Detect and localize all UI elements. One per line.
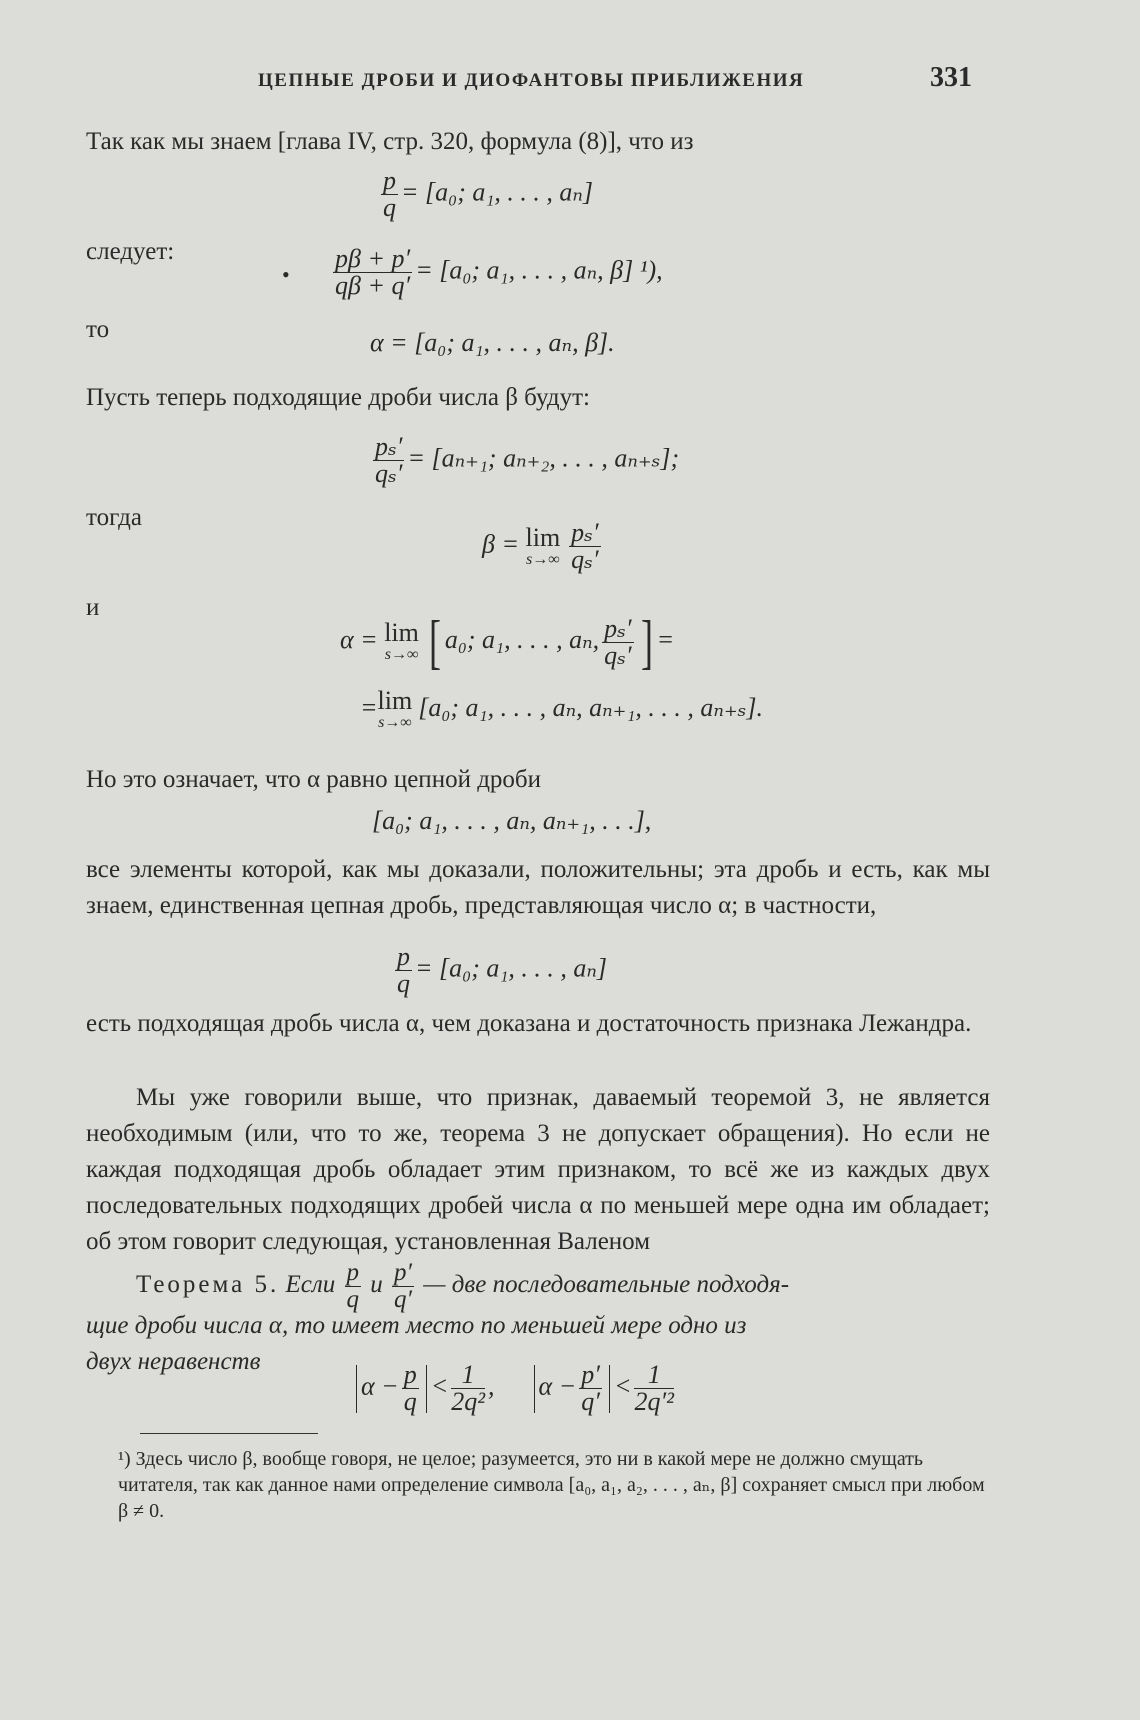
- limit-subscript: s→∞: [384, 646, 419, 663]
- paragraph-3: Мы уже говорили выше, что признак, даваемый теоремой 3, не является необходимым (или, что то же, теорема 3 не допускает обращения). Но если не каждая подходящая дробь обладает этим признаком, то всё же из каждых двух последовательных подходящих дробей числа α по меньшей мере одна им обладает; об этом говорит следующая, установленная Валеном: [86, 1084, 990, 1255]
- denominator: q: [403, 1387, 417, 1416]
- fraction: [333, 246, 412, 299]
- limit-subscript: s→∞: [526, 550, 560, 568]
- fraction: [381, 168, 398, 221]
- formula-rhs: = [aₙ₊₁; aₙ₊₂, . . . , aₙ₊ₛ];: [407, 443, 680, 473]
- numerator: p: [403, 1360, 417, 1389]
- footnote: ¹) Здесь число β, вообще говоря, не целое; разумеется, это ни в какой мере не должно смущать читателя, так как данное нами определение символа [a₀, a₁, a₂, . . . , aₙ, β] сохраняет смысл при любом β ≠ 0.: [118, 1448, 985, 1522]
- comma: ,: [488, 1371, 495, 1401]
- line-pust: Пусть теперь подходящие дроби числа β будут:: [86, 384, 590, 411]
- numerator: p′: [394, 1259, 413, 1286]
- theorem-line-3: двух неравенств: [86, 1348, 261, 1375]
- numerator: 1: [634, 1362, 673, 1389]
- formula-lhs: α =: [340, 624, 385, 654]
- less-sign: <: [613, 1371, 632, 1401]
- formula-pbeta: [330, 246, 663, 299]
- word-sleduet: следует:: [86, 238, 175, 265]
- paragraph-2: есть подходящая дробь числа α, чем доказана и достаточность признака Лежандра.: [86, 1010, 972, 1037]
- limit-word: lim: [525, 522, 561, 552]
- denominator: qₛ′: [375, 459, 403, 488]
- fraction: [373, 434, 404, 487]
- theorem-line-1: [86, 1260, 990, 1313]
- formula-continued-fraction: [a₀; a₁, . . . , aₙ, aₙ₊₁, . . .],: [372, 806, 652, 835]
- formula-p-over-q-2: [392, 944, 607, 997]
- fraction: [579, 1362, 602, 1415]
- fraction: [569, 520, 600, 573]
- fraction-p-q: [345, 1260, 362, 1313]
- alpha-minus: α −: [361, 1371, 399, 1401]
- numerator: pₛ′: [604, 613, 632, 643]
- denominator: q′: [581, 1387, 600, 1416]
- bracket-content: a₀; a₁, . . . , aₙ,: [444, 624, 600, 654]
- alpha-minus: α −: [538, 1371, 577, 1401]
- formula-alpha: α = [a₀; a₁, . . . , aₙ, β].: [370, 328, 615, 357]
- formula-rhs: = [a₀; a₁, . . . , aₙ, β] ¹),: [415, 255, 663, 285]
- theorem-if: Если: [285, 1271, 336, 1299]
- denominator: q: [397, 969, 410, 998]
- formula-alpha-limit: [340, 609, 675, 675]
- formula-ps-qs: [370, 434, 679, 487]
- numerator: 1: [451, 1362, 485, 1389]
- fraction: [451, 1362, 485, 1415]
- word-togda: тогда: [86, 504, 142, 531]
- limit-word: lim: [377, 686, 413, 715]
- page-number: 331: [930, 62, 972, 93]
- formula-end: =: [656, 624, 675, 654]
- limit: [378, 688, 413, 732]
- numerator: pβ + p′: [335, 244, 411, 273]
- fraction: [602, 613, 633, 670]
- footnote-rule: [140, 1433, 318, 1434]
- formula-eq: =: [360, 692, 378, 722]
- numerator: p′: [581, 1360, 600, 1389]
- theorem-and: и: [370, 1271, 383, 1299]
- limit-subscript: s→∞: [378, 714, 412, 731]
- denominator: qₛ′: [604, 640, 632, 670]
- abs-bar: [426, 1365, 427, 1413]
- limit-word: lim: [384, 618, 419, 647]
- fraction: [402, 1362, 419, 1415]
- theorem-label: Теорема 5.: [136, 1271, 280, 1299]
- formula-alpha-limit-2: [360, 688, 763, 732]
- denominator: q′: [394, 1286, 413, 1313]
- numerator: p: [383, 166, 396, 195]
- paragraph-1: все элементы которой, как мы доказали, положительны; эта дробь и есть, как мы знаем, единственная цепная дробь, представляющая число α; в частности,: [86, 856, 990, 919]
- abs-bar: [609, 1365, 610, 1413]
- running-title: ЦЕПНЫЕ ДРОБИ И ДИОФАНТОВЫ ПРИБЛИЖЕНИЯ: [258, 70, 805, 91]
- fraction: [395, 944, 412, 997]
- denominator: q: [346, 1286, 360, 1313]
- theorem-line-2: щие дроби числа α, то имеет место по меньшей мере одно из: [86, 1312, 747, 1339]
- numerator: pₛ′: [375, 432, 403, 461]
- abs-bar: [356, 1365, 357, 1413]
- limit: [525, 522, 561, 569]
- numerator: pₛ′: [571, 518, 599, 547]
- word-to: то: [86, 316, 110, 343]
- intro-line: Так как мы знаем [глава IV, стр. 320, формула (8)], что из: [86, 128, 694, 155]
- line-no: Но это означает, что α равно цепной дроби: [86, 766, 542, 793]
- denominator: 2q²: [451, 1387, 486, 1416]
- theorem-rest-1: — две последовательные подходя-: [423, 1271, 790, 1299]
- left-bracket: [: [428, 609, 441, 675]
- formula-beta-limit: [482, 520, 604, 573]
- formula-rhs: [a₀; a₁, . . . , aₙ, aₙ₊₁, . . . , aₙ₊ₛ].: [418, 692, 764, 722]
- numerator: p: [346, 1259, 360, 1286]
- bullet-mark: •: [282, 262, 290, 287]
- abs-bar: [534, 1365, 535, 1413]
- fraction-p-q-prime: [392, 1260, 414, 1313]
- fraction: [634, 1362, 673, 1415]
- formula-rhs: = [a₀; a₁, . . . , aₙ]: [415, 953, 608, 983]
- denominator: qₛ′: [571, 545, 599, 574]
- word-i: и: [86, 594, 100, 621]
- numerator: p: [397, 942, 410, 971]
- denominator: q: [383, 193, 396, 222]
- formula-p-over-q: [378, 168, 593, 221]
- limit: [384, 620, 419, 664]
- formula-lhs: β =: [482, 529, 526, 559]
- less-sign: <: [430, 1371, 449, 1401]
- formula-inequalities: [352, 1362, 677, 1415]
- denominator: 2q′²: [634, 1387, 674, 1416]
- denominator: qβ + q′: [335, 271, 411, 300]
- formula-rhs: = [a₀; a₁, . . . , aₙ]: [401, 177, 594, 207]
- page-header: [0, 62, 1140, 102]
- right-bracket: ]: [640, 609, 653, 675]
